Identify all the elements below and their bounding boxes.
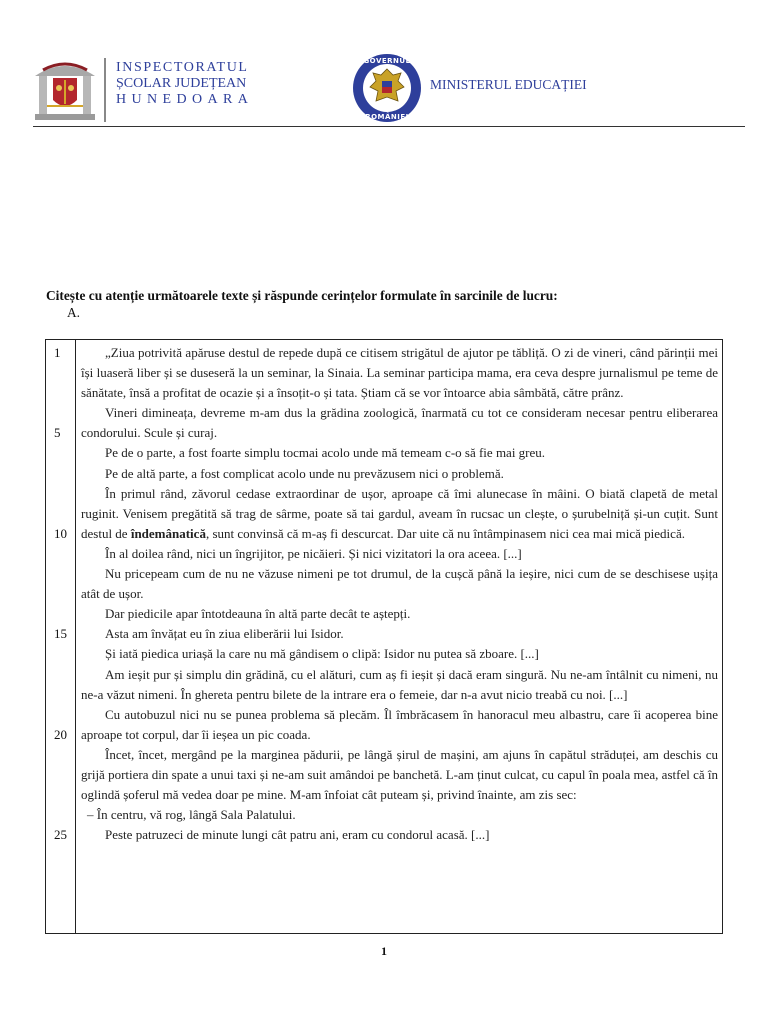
line-number-5: 5 — [54, 425, 61, 441]
svg-text:ROMÂNIEI: ROMÂNIEI — [365, 113, 409, 121]
passage-text-run: , sunt convinsă că m-aș fi descurcat. Dar uite că nu întâmpinasem nici cea mai mică piedică. — [205, 525, 685, 541]
passage-text-run: În primul rând, zăvorul cedase extraordinar de ușor, aproape că îmi alunecase în mâini. O biată clapetă de metal ruginit. Venisem pregătită să trag de sârme, poate să tai gardul, aveam în rucsac un clește, o șurubelniță și-un cuțit. Sunt destul de — [81, 485, 718, 541]
isj-line-1: INSPECTORATUL — [116, 60, 249, 75]
passage-paragraph: Peste patruzeci de minute lungi cât patru ani, eram cu condorul acasă. [...] — [105, 827, 490, 843]
isj-line-2: ȘCOLAR JUDEȚEAN — [116, 76, 247, 91]
line-number-15: 15 — [54, 626, 67, 642]
line-number-1: 1 — [54, 345, 61, 360]
section-label: A. — [67, 305, 81, 320]
line-number-20: 20 — [54, 726, 67, 742]
passage-paragraph: Asta am învățat eu în ziua eliberării lui Isidor. — [105, 626, 344, 642]
passage-dialogue-line: – În centru, vă rog, lângă Sala Palatului. — [87, 807, 296, 823]
passage-paragraph: „Ziua potrivită apăruse destul de repede după ce citisem strigătul de ajutor pe tăbliță. O zi de vineri, când părinții mei își luaseră liber și se duseseră la un seminar, la Sinaia. La seminar participa mama, era ceva despre jurnalismul pe teme de sănătate, însă a profitat de ocazie și a însoțit-o și tata. Știam că se vor întoarce abia sâmbătă, către prânz. — [81, 345, 718, 401]
bold-keyword: îndemânatică — [130, 525, 206, 541]
passage-paragraph: Și iată piedica uriașă la care nu mă gândisem o clipă: Isidor nu putea să zboare. [...] — [105, 646, 539, 662]
passage-paragraph: Pe de o parte, a fost foarte simplu tocmai acolo unde mă temeam c-o să fie mai greu. — [105, 445, 546, 461]
task-instruction: Citește cu atenție următoarele texte și răspunde cerințelor formulate în sarcinile de lucru: — [46, 288, 558, 303]
passage-paragraph — [81, 484, 718, 544]
header-rule — [33, 126, 745, 127]
page-header — [0, 0, 768, 130]
reading-passage-table — [45, 339, 723, 934]
passage-paragraph: În al doilea rând, nici un îngrijitor, pe nicăieri. Și nici vizitatori la ora aceea. [...] — [105, 545, 522, 561]
passage-paragraph: Dar piedicile apar întotdeauna în altă parte decât te aștepți. — [105, 606, 411, 622]
isj-hunedoara-logo-icon — [33, 56, 97, 122]
ministry-name: MINISTERUL EDUCAȚIEI — [430, 77, 587, 92]
passage-paragraph: Pe de altă parte, a fost complicat acolo unde nu prevăzusem nici o problemă. — [105, 465, 504, 481]
header-divider — [104, 58, 106, 122]
line-number-column-divider — [75, 340, 76, 933]
passage-paragraph: Cu autobuzul nici nu se punea problema să plecăm. Îl îmbrăcasem în hanoracul meu albastru, care îi acoperea bine aproape tot corpul, dar îi ieșea un pic coada. — [81, 706, 718, 742]
isj-line-3: HUNEDOARA — [116, 92, 254, 107]
line-number-10: 10 — [54, 525, 67, 541]
passage-paragraph: Încet, încet, mergând pe la marginea pădurii, pe lângă șirul de mașini, am ajuns în capătul străduței, am deschis cu grijă portiera din spate a unui taxi și ne-am suit amândoi pe banchetă. L-am ținut culcat, cu capul în poala mea, astfel că în oglindă șoferul mă vedea doar pe mine. M-am înfoiat cât puteam și, privind înainte, am zis sec: — [81, 746, 718, 803]
page-number: 1 — [381, 944, 387, 958]
passage-paragraph: Nu pricepeam cum de nu ne văzuse nimeni pe tot drumul, de la cușcă până la ieșire, nici cum de se deschisese ușița atât de ușor. — [81, 566, 718, 602]
passage-paragraph: Am ieșit pur și simplu din grădină, cu el alături, cum aș fi ieșit și dacă eram singură. Nu ne-am întâlnit cu nimeni, nu ne-a văzut nimeni. În ghereta pentru bilete de la intrare era o femeie, dar n-a avut nicio treabă cu noi. [...] — [81, 666, 718, 702]
romanian-government-seal-icon — [352, 53, 422, 123]
passage-text — [81, 343, 718, 845]
svg-text:GOVERNUL: GOVERNUL — [363, 57, 411, 65]
line-number-25: 25 — [54, 827, 67, 843]
passage-paragraph: Vineri dimineața, devreme m-am dus la grădina zoologică, înarmată cu tot ce consideram necesar pentru eliberarea condorului. Scule și curaj. — [81, 405, 718, 441]
isj-name — [116, 60, 253, 108]
